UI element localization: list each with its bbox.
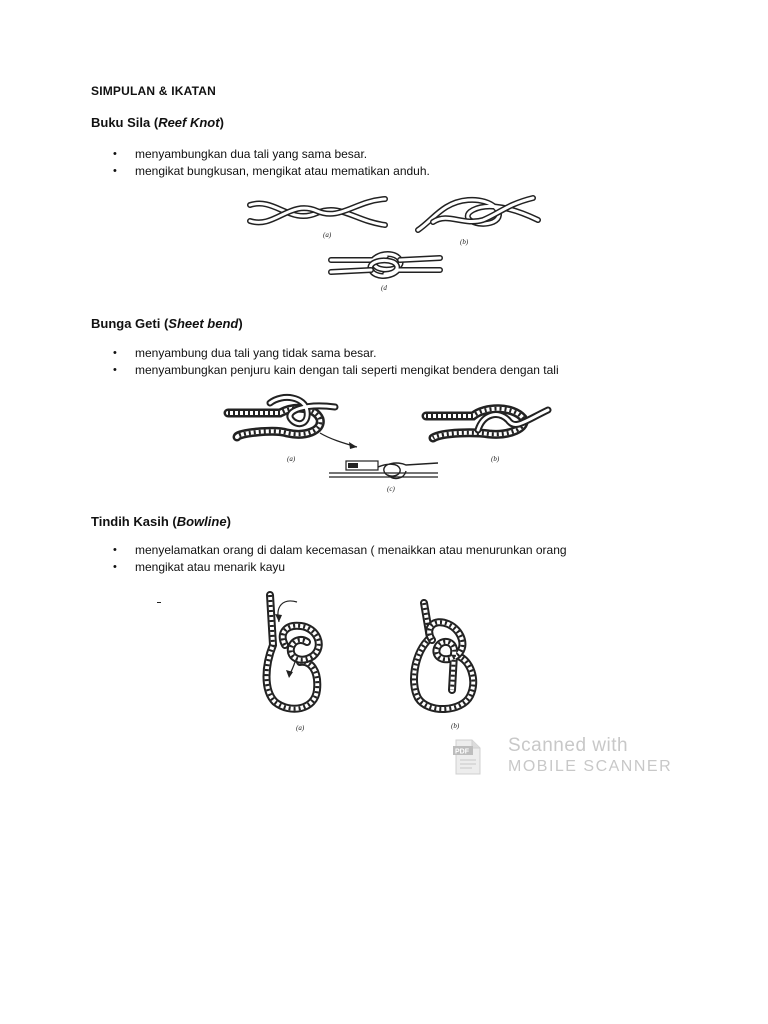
heading-emphasis: Sheet bend (168, 316, 239, 331)
reef-knot-figure-d (328, 248, 443, 282)
document-title: SIMPULAN & IKATAN (91, 84, 216, 98)
stray-mark (157, 602, 161, 603)
figure-caption: (b) (491, 455, 500, 463)
reef-knot-uses-list (113, 146, 430, 180)
reef-knot-figure-a (245, 195, 390, 230)
figure-caption: (d (381, 284, 387, 292)
watermark-line-1: Scanned with (508, 735, 629, 756)
list-item: • menyambungkan dua tali yang sama besar. (113, 146, 430, 163)
sheet-bend-figure-b (423, 400, 553, 448)
section-heading-reef-knot: Buku Sila (Reef Knot) (91, 115, 224, 130)
heading-emphasis: Reef Knot (158, 115, 220, 130)
reef-knot-figure-b (413, 190, 548, 238)
bowline-uses-list (113, 542, 567, 576)
watermark-line-2: MOBILE SCANNER (508, 758, 673, 775)
list-item: • menyambungkan penjuru kain dengan tali seperti mengikat bendera dengan tali (113, 362, 559, 379)
sheet-bend-uses-list (113, 345, 559, 379)
list-item: • menyelamatkan orang di dalam kecemasan ( menaikkan atau menurunkan orang (113, 542, 567, 559)
figure-caption: (b) (451, 722, 460, 730)
pdf-logo-label: PDF (455, 748, 469, 756)
bowline-figure-a (255, 590, 335, 720)
figure-caption: (a) (296, 724, 305, 732)
figure-caption: (a) (287, 455, 296, 463)
sheet-bend-figure-a (225, 393, 365, 453)
figure-caption: (c) (387, 485, 395, 493)
heading-emphasis: Bowline (176, 514, 227, 529)
bowline-figure-b (404, 598, 489, 718)
figure-caption: (b) (460, 238, 469, 246)
section-heading-sheet-bend: Bunga Geti (Sheet bend) (91, 316, 243, 331)
section-heading-bowline: Tindih Kasih (Bowline) (91, 514, 231, 529)
figure-caption: (a) (323, 231, 332, 239)
list-item: • mengikat atau menarik kayu (113, 559, 567, 576)
sheet-bend-figure-c (328, 455, 443, 483)
list-item: • mengikat bungkusan, mengikat atau mematikan anduh. (113, 163, 430, 180)
pdf-document-icon (452, 738, 482, 776)
list-item: • menyambung dua tali yang tidak sama besar. (113, 345, 559, 362)
